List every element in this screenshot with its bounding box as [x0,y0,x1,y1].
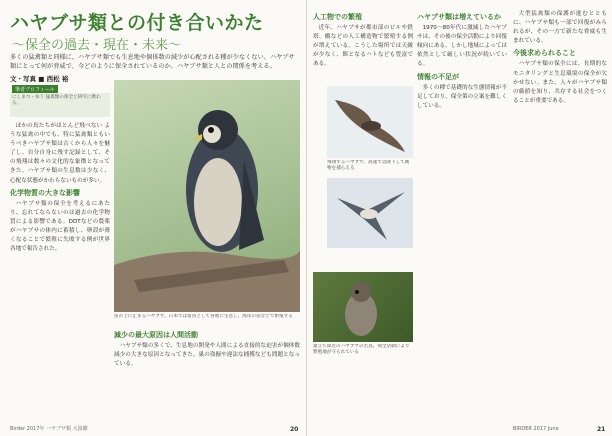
photo-caption-3: 巣立ち間近のハヤブサの若鳥。保全活動により繁殖地が守られている [313,344,410,355]
section-heading: 人工物での繁殖 [313,13,362,21]
page-number-right: 21 [597,426,606,433]
footer-right: BIRDER 2017 June [513,426,559,432]
falcon-flight-illustration [327,178,413,248]
flying-falcon-photo-2 [327,178,413,248]
article-lead: 多くの猛禽類と同様に、ハヤブサ類でも生息地や個体数の減少が心配される種が少なくない。ハヤブサ類にとって何が脅威で、今どのように保全されているのか。ハヤブサ類と人との関係を考える。 [10,54,295,70]
perched-falcon-photo [114,80,300,312]
section-heading: ハヤブサ類は増えているか [417,13,501,21]
article-subtitle: 〜保全の過去・現在・未来〜 [12,38,182,53]
falcon-flight-illustration [327,86,413,158]
paragraph: ハヤブサ類の多くで、生息地の開発や人間による直接的な迫害が個体数減少の大きな原因となってきた。巣の盗掘や違法な捕獲なども問題となっている。 [114,343,300,368]
nestling-illustration [313,272,413,342]
footer-left: Birder 2017年 ハヤブサ類 大図鑑 [10,426,88,432]
photo-caption-2: 飛翔するハヤブサ。高速で急降下して獲物を捕らえる [327,160,410,171]
author-line: 文・写真 ■ 西松 裕 [10,75,69,83]
paragraph: 近年、ハヤブサが都市部のビルや鉄塔、橋などの人工構造物で繁殖する例が増えている。こうした場所では天敵が少なく、餌となるハトなども豊富である。 [313,25,413,68]
paragraph: 大型猛禽類の保護が進むとともに、ハヤブサ類も一部で回復がみられるが、その一方で新たな脅威も生まれている。 [513,11,607,45]
body-column-3b [417,10,507,422]
paragraph: ハヤブサ類の保全には、長期的なモニタリングと生息環境の保全が欠かせない。また、人々がハヤブサ類の価値を知り、共存する社会をつくることが重要である。 [513,61,607,104]
article-title: ハヤブサ類との付き合いかた [10,12,264,34]
body-column-4 [513,10,607,422]
page-number-left: 20 [290,426,299,433]
section-heading: 情報の不足が [417,72,459,81]
paragraph: ハヤブサ類の保全を考えるにあたり、忘れてならないのは過去の化学物質による影響である。DDTなどの農薬がハヤブサの体内に蓄積し、卵殻が薄くなることで繁殖に失敗する例が世界各地で報告された。 [10,200,110,253]
author-profile: にしまつ・ゆう 猛禽類の保全と研究に携わる。 [10,93,110,117]
right-page [306,0,612,436]
flying-falcon-photo-1 [327,86,413,158]
body-column-1 [10,122,110,422]
falcon-illustration [114,80,300,312]
nestling-falcon-photo [313,272,413,342]
section-heading: 減少の最大原因は人間活動 [114,331,198,339]
paragraph: ほかの鳥たちがほとんど飛べない ような猛禽の中でも、特に猛禽類ともいうべきハヤブサ類は古くから人々を魅了し、自分自身に残す記録として、その飛翔は数々の文化的な象徴となってきた。ハヤブサ類の生息数は少なく、心配な状態がかわらないものが多い。 [10,123,110,184]
body-column-2 [114,328,300,422]
paragraph: 1970〜80年代に激減したハヤブサは、その後の保全活動により回復傾向にある。しかし地域によっては依然として厳しい状況が続いている。 [417,25,507,68]
profile-tag: 筆者プロフィール [12,85,58,94]
paragraph: 多くの種で基礎的な生態情報が不足しており、保全策の立案を難しくしている。 [417,84,507,109]
section-heading: 今後求められること [513,49,576,58]
photo-caption-1: 崖の上に止まるハヤブサ。日本では留鳥として各地に生息し、海岸の崖などで繁殖する [114,314,293,319]
section-heading: 化学物質の大きな影響 [10,188,80,197]
